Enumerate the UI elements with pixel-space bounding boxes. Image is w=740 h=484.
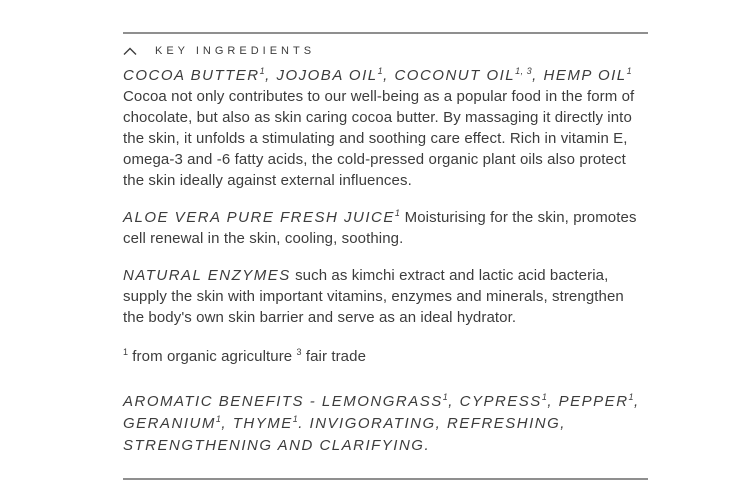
key-ingredients-section bbox=[123, 32, 648, 480]
chevron-up-icon[interactable] bbox=[123, 47, 137, 56]
accordion-title: KEY INGREDIENTS bbox=[155, 45, 316, 57]
footnote: $^1$ from organic agriculture $^3$ fair trade bbox=[123, 347, 367, 365]
paragraph-aromatic-benefits: AROMATIC BENEFITS - LEMONGRASS$^1$, CYPRESS$^1$, PEPPER$^1$, GERANIUM$^1$, THYME$^1$. INVIGORATING, REFRESHING, STRENGTHENING AND CLARIFYING. bbox=[123, 392, 640, 454]
key-ingredients-accordion-header[interactable] bbox=[123, 34, 648, 58]
paragraph-enzymes: NATURAL ENZYMES such as kimchi extract and lactic acid bacteria, supply the skin with important vitamins, enzymes and minerals, strengthen the body's own skin barrier and serve as an ideal hydrator. bbox=[123, 267, 624, 326]
section-divider-bottom bbox=[123, 478, 648, 480]
paragraph-aloe-vera: ALOE VERA PURE FRESH JUICE$^1$ Moisturising for the skin, promotes cell renewal in the skin, cooling, soothing. bbox=[123, 208, 637, 247]
accordion-body bbox=[123, 65, 648, 457]
paragraph-oils: COCOA BUTTER$^1$, JOJOBA OIL$^1$, COCONUT OIL$^{1, 3}$, HEMP OIL$^1$ Cocoa not only contributes to our well-being as a popular food in the form of chocolate, but also as skin caring cocoa butter. By massaging it directly into the skin, it unfolds a stimulating and soothing care effect. Rich in vitamin E, omega-3 and -6 fatty acids, the cold-pressed organic plant oils also protect the skin ideally against external influences. bbox=[123, 66, 635, 189]
